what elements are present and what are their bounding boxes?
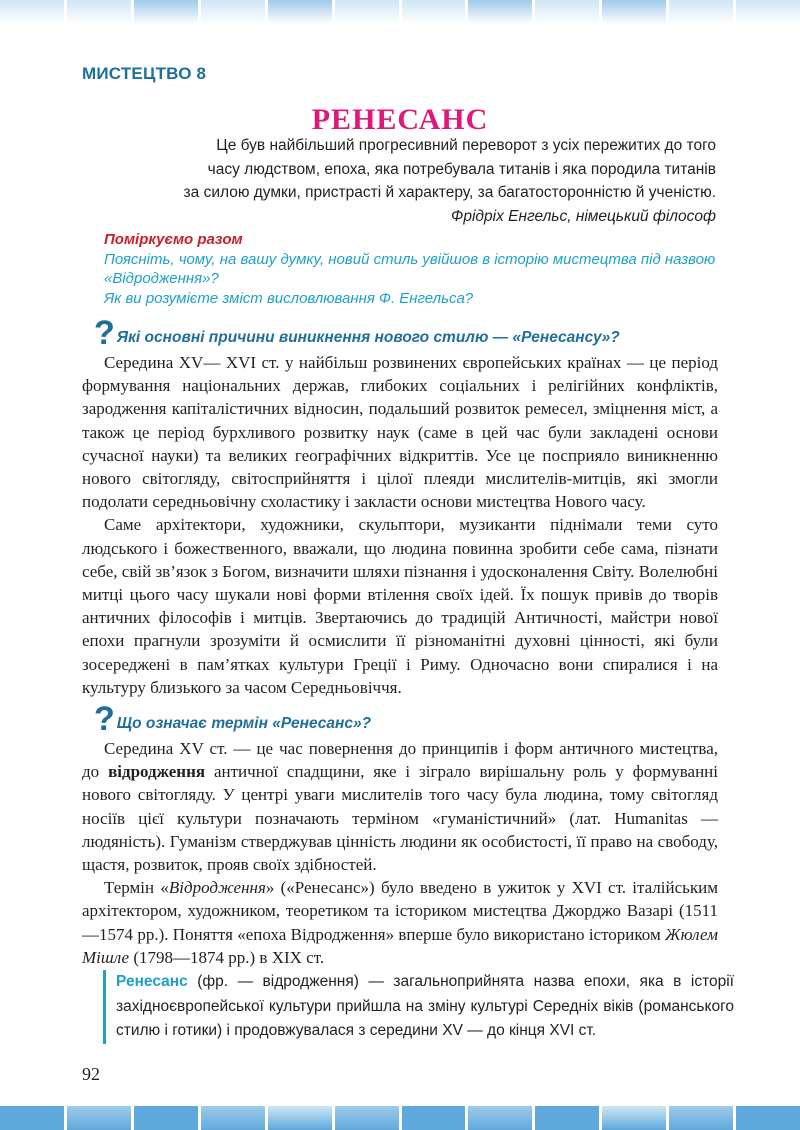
decor-stripe (201, 0, 265, 24)
decor-stripe (335, 1106, 399, 1130)
decor-stripe (134, 1106, 198, 1130)
decor-stripe (402, 1106, 466, 1130)
section-question-1 (94, 314, 734, 352)
decor-stripe (0, 1106, 64, 1130)
bottom-decor-band (0, 1106, 800, 1130)
decor-stripe (335, 0, 399, 24)
section-question-2 (94, 700, 734, 738)
subject-header: МИСТЕЦТВО 8 (82, 64, 207, 83)
italic-name: Жюлем Мішле (82, 924, 718, 967)
decor-stripe (535, 0, 599, 24)
definition-text: (фр. — відродження) — загальноприйнята назва епохи, яка в історії західноєвропейської культури прийшла на зміну культурі Середніх віків (романського стилю і готики) і продовжувалася з середини XV — до кінця XVI ст. (116, 973, 734, 1039)
decor-stripe (201, 1106, 265, 1130)
decor-stripe (602, 0, 666, 24)
top-decor-band (0, 0, 800, 24)
paragraph: Саме архітектори, художники, скульптори, музиканти піднімали теми суто людського і божественного, вважали, що людина повинна зробити себе сама, пізнати себе, свій зв’язок з Богом, визначити шляхи пізнання і удосконалення Світу. Волелюбні митці цього часу шукали нові форми втілення своїх ідей. Їх пошук привів до творів античних філософів і митців. Звертаючись до традицій Античності, майстри нової епохи прагнули зрозуміти й осмислити її різноманітні духовні цінності, які були зосереджені в пам’ятках культури Греції і Риму. Одночасно вони спиралися і на культуру близького за часом Середньовіччя. (82, 515, 718, 697)
decor-stripe (402, 0, 466, 24)
epigraph-author: Фрідріх Енгельс, німецький філософ (451, 207, 716, 225)
decor-stripe (67, 1106, 131, 1130)
question-mark-icon: ? (94, 700, 115, 738)
page-number: 92 (82, 1064, 100, 1084)
definition-term: Ренесанс (116, 973, 188, 990)
decor-stripe (468, 1106, 532, 1130)
paragraph (82, 876, 718, 969)
text-run: (1798—1874 рр.) в XIX ст. (129, 947, 325, 967)
section-question-text: Що означає термін «Ренесанс»? (116, 715, 372, 732)
decor-stripe (535, 1106, 599, 1130)
decor-stripe (134, 0, 198, 24)
discussion-heading: Поміркуємо разом (104, 231, 243, 248)
text-run: Середина XV ст. — це час повернення до принципів і форм античного мистецтва, до (82, 739, 718, 782)
text-run: » («Ренесанс») було введено в ужиток у XVI ст. італійським архітектором, художником, теоретиком та істориком мистецтва Джорджо Вазарі (1511—1574 рр.). Поняття «епоха Відродження» вперше було використано істориком (82, 878, 718, 944)
section-1-body (82, 351, 718, 699)
epigraph (156, 134, 716, 228)
decor-stripe (602, 1106, 666, 1130)
italic-term: Відродження (168, 878, 266, 898)
decor-stripe (736, 0, 800, 24)
text-run: Термін « (104, 878, 169, 898)
definition-box (103, 970, 734, 1044)
epigraph-line: Це був найбільший прогресивний переворот з усіх пережитих до того (216, 137, 716, 154)
section-2-body (82, 737, 718, 969)
decor-stripe (268, 0, 332, 24)
decor-stripe (669, 0, 733, 24)
text-run: античної спадщини, яке і зіграло вирішальну роль у формуванні нового світогляду. У центрі уваги мислителів того часу була людина, тому світогляд носіїв цієї культури позначають терміном «гуманістичний» (лат. Humanitas — людяність). Гуманізм стверджував цінність людини як особистості, її право на свободу, щастя, розвиток, прояв своїх здібностей. (82, 762, 718, 875)
section-question-text: Які основні причини виникнення нового стилю — «Ренесансу»? (116, 329, 620, 346)
bold-term: відродження (108, 762, 206, 782)
epigraph-line: за силою думки, пристрасті й характеру, за багатосторонністю й ученістю. (183, 184, 716, 201)
epigraph-line: часу людством, епоха, яка потребувала титанів і яка породила титанів (207, 160, 716, 178)
decor-stripe (736, 1106, 800, 1130)
discussion-question: Як ви розумієте зміст висловлювання Ф. Енгельса? (104, 289, 474, 307)
decor-stripe (268, 1106, 332, 1130)
page-title: РЕНЕСАНС (311, 103, 489, 136)
decor-stripe (67, 0, 131, 24)
decor-stripe (0, 0, 64, 24)
discussion-block (104, 230, 744, 308)
question-mark-icon: ? (94, 314, 115, 352)
decor-stripe (468, 0, 532, 24)
decor-stripe (669, 1106, 733, 1130)
paragraph (82, 737, 718, 876)
paragraph: Середина XV— XVI ст. у найбільш розвинених європейських країнах — це період формування національних держав, глибоких соціальних і релігійних конфліктів, зародження капіталістичних відносин, подальший розвиток ремесел, зміцнення міст, а також це період бурхливого розвитку наук (саме в цей час були закладені основи сучасної науки) та великих географічних відкриттів. Усе це посприяло виникненню нового світогляду, світосприйняття і цілої плеяди мислителів-митців, які змогли подолати середньовічну схоластику і закласти основи мистецтва Нового часу. (82, 353, 718, 512)
discussion-question: Поясніть, чому, на вашу думку, новий стиль увійшов в історію мистецтва під назвою «Відродження»? (104, 250, 716, 287)
